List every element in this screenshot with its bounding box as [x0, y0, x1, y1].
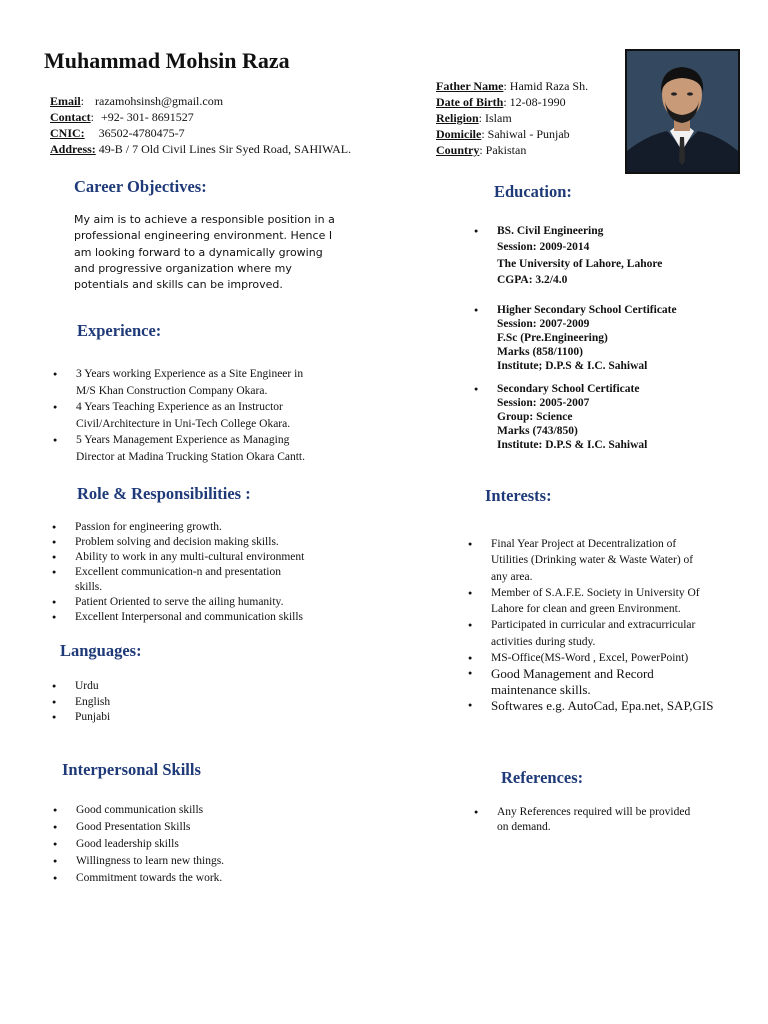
- father-label: Father Name: [436, 79, 504, 93]
- interest-line: any area.: [491, 570, 533, 583]
- interest-line: maintenance skills.: [491, 681, 591, 697]
- email-label: Email: [50, 94, 81, 108]
- career-line: My aim is to achieve a responsible position in a: [74, 213, 335, 226]
- interpersonal-list: [76, 802, 224, 887]
- interpersonal-item: ● Good leadership skills: [76, 836, 224, 853]
- education-line: Session: 2007-2009: [497, 318, 590, 330]
- references-heading: References:: [501, 768, 584, 787]
- interest-line: Utilities (Drinking water & Waste Water) of: [491, 554, 694, 567]
- personal-info: [436, 78, 588, 158]
- interests-list: [491, 536, 713, 714]
- experience-item: [76, 432, 305, 465]
- interest-line: ● MS-Office(MS-Word , Excel, PowerPoint): [491, 652, 689, 665]
- experience-line: Director at Madina Trucking Station Okara Cantt.: [76, 450, 306, 463]
- education-line: ● Higher Secondary School Certificate: [497, 304, 677, 316]
- language-item: ● English: [75, 695, 110, 711]
- interest-item: [491, 650, 713, 666]
- education-list: [497, 223, 677, 452]
- experience-item: [76, 366, 305, 399]
- experience-line: Civil/Architecture in Uni-Tech College Okara.: [76, 417, 291, 430]
- languages-heading: Languages:: [60, 641, 142, 660]
- education-heading: Education:: [494, 182, 572, 201]
- father-value: : Hamid Raza Sh.: [503, 79, 589, 93]
- interpersonal-item: ● Commitment towards the work.: [76, 870, 224, 887]
- interpersonal-item: ● Good Presentation Skills: [76, 819, 224, 836]
- dob-value: : 12-08-1990: [503, 95, 566, 109]
- contact-sep: :: [90, 110, 95, 124]
- career-line: professional engineering environment. Hence I: [74, 229, 333, 243]
- education-item: [497, 382, 677, 452]
- interest-line: ● Softwares e.g. AutoCad, Epa.net, SAP,GIS: [491, 698, 714, 714]
- experience-line: ● 3 Years working Experience as a Site Engineer in: [76, 368, 304, 380]
- education-line: Marks (858/1100): [497, 346, 583, 358]
- religion-label: Religion: [436, 111, 479, 125]
- father-row: [436, 78, 588, 94]
- experience-line: ● 5 Years Management Experience as Managing: [76, 434, 290, 446]
- interest-line: ● Member of S.A.F.E. Society in University Of: [491, 586, 700, 599]
- dob-row: [436, 94, 588, 110]
- experience-line: ● 4 Years Teaching Experience as an Instructor: [76, 401, 283, 413]
- contact-row: [50, 109, 351, 125]
- interest-item: [491, 697, 713, 714]
- experience-list: [76, 366, 305, 465]
- experience-line: M/S Khan Construction Company Okara.: [76, 384, 268, 397]
- education-item: [497, 303, 677, 382]
- role-continuation-text: skills.: [75, 581, 103, 593]
- reference-line: on demand.: [497, 821, 551, 833]
- religion-value: : Islam: [478, 111, 512, 125]
- language-item: ● Punjabi: [75, 710, 110, 726]
- career-line: am looking forward to a dynamically growing: [74, 245, 323, 259]
- religion-row: [436, 110, 588, 126]
- interpersonal-heading: Interpersonal Skills: [62, 760, 201, 779]
- cnic-value: 36502-4780475-7: [98, 126, 185, 140]
- education-line: ● BS. Civil Engineering: [497, 225, 604, 237]
- education-item: [497, 223, 677, 303]
- education-line: Institute; D.P.S & I.C. Sahiwal: [497, 360, 648, 372]
- domicile-value: : Sahiwal - Punjab: [481, 127, 570, 141]
- role-item: ● Ability to work in any multi-cultural environment: [75, 550, 304, 565]
- role-item: ● Patient Oriented to serve the ailing humanity.: [75, 595, 304, 610]
- career-objectives-heading: Career Objectives:: [74, 177, 207, 196]
- dob-label: Date of Birth: [436, 95, 504, 109]
- education-line: F.Sc (Pre.Engineering): [497, 332, 608, 344]
- phone-value: +92- 301- 8691527: [101, 110, 194, 124]
- contact-info: [50, 93, 351, 157]
- education-line: The University of Lahore, Lahore: [497, 257, 663, 270]
- experience-item: [76, 399, 305, 432]
- cnic-row: [50, 125, 351, 141]
- education-line: Group: Science: [497, 411, 573, 423]
- roles-list: [75, 520, 304, 625]
- education-line: Marks (743/850): [497, 425, 578, 437]
- interpersonal-item: ● Willingness to learn new things.: [76, 853, 224, 870]
- email-sep: :: [80, 94, 85, 108]
- languages-list: [75, 679, 110, 726]
- education-line: Institute: D.P.S & I.C. Sahiwal: [497, 439, 648, 451]
- domicile-label: Domicile: [436, 127, 482, 141]
- contact-label: Contact: [50, 110, 91, 124]
- role-item: ● Excellent communication-n and presentation: [75, 565, 304, 580]
- education-line: ● Secondary School Certificate: [497, 383, 640, 395]
- references-list: [497, 805, 690, 835]
- address-value: 49-B / 7 Old Civil Lines Sir Syed Road, SAHIWAL.: [98, 142, 352, 156]
- interest-line: activities during study.: [491, 635, 596, 648]
- education-line: CGPA: 3.2/4.0: [497, 273, 568, 286]
- reference-item: [497, 805, 690, 835]
- interest-line: ● Good Management and Record: [491, 666, 654, 682]
- interest-item: [491, 536, 713, 585]
- address-row: [50, 141, 351, 157]
- person-portrait-icon: [627, 51, 738, 172]
- education-line: Session: 2005-2007: [497, 397, 590, 409]
- experience-heading: Experience:: [77, 321, 162, 340]
- country-row: [436, 142, 588, 158]
- profile-photo: [625, 49, 740, 174]
- interest-item: [491, 666, 713, 697]
- domicile-row: [436, 126, 588, 142]
- address-label: Address:: [50, 142, 96, 156]
- role-item: ● Excellent Interpersonal and communication skills: [75, 610, 304, 625]
- interests-heading: Interests:: [485, 486, 552, 505]
- role-item-continuation: [75, 580, 304, 595]
- interest-line: Lahore for clean and green Environment.: [491, 603, 681, 616]
- language-item: ● Urdu: [75, 679, 110, 695]
- role-item: ● Problem solving and decision making skills.: [75, 535, 304, 550]
- email-row: [50, 93, 351, 109]
- role-item: ● Passion for engineering growth.: [75, 520, 304, 535]
- email-value[interactable]: razamohsinsh@gmail.com: [95, 94, 224, 108]
- interest-line: ● Final Year Project at Decentralization of: [491, 538, 677, 550]
- career-objectives-text: [74, 212, 335, 293]
- reference-line: ● Any References required will be provided: [497, 806, 691, 818]
- interest-item: [491, 585, 713, 618]
- country-label: Country: [436, 143, 480, 157]
- interest-line: ● Participated in curricular and extracurricular: [491, 619, 696, 632]
- career-line: and progressive organization where my: [74, 261, 292, 275]
- interest-item: [491, 617, 713, 650]
- education-line: Session: 2009-2014: [497, 241, 590, 254]
- country-value: : Pakistan: [479, 143, 527, 157]
- resume-name: Muhammad Mohsin Raza: [44, 48, 290, 73]
- cnic-label: CNIC:: [50, 126, 85, 140]
- interpersonal-item: ● Good communication skills: [76, 802, 224, 819]
- career-line: potentials and skills can be improved.: [74, 278, 283, 292]
- roles-heading: Role & Responsibilities :: [77, 484, 251, 503]
